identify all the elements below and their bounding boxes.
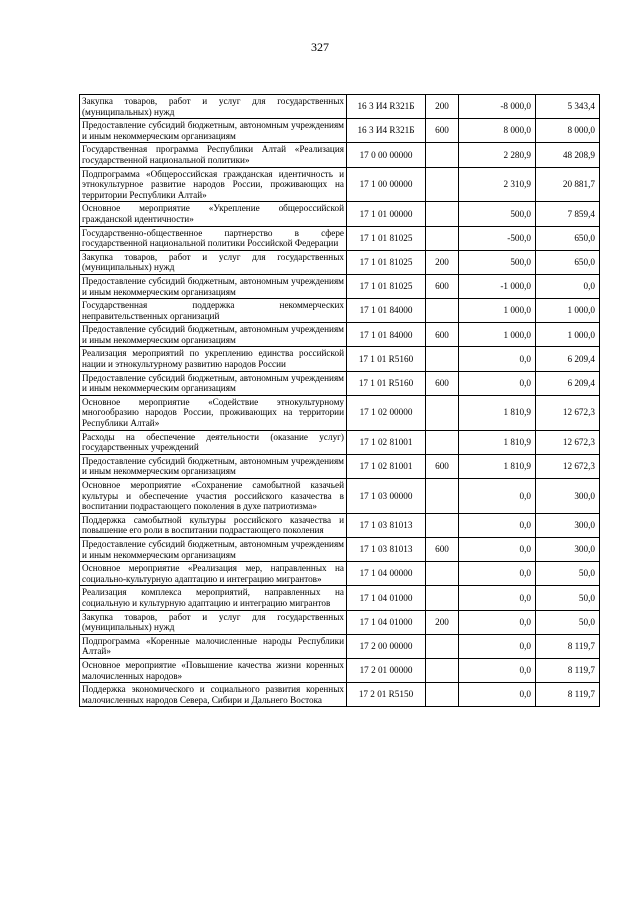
row-total-amount-cell: 12 672,3 bbox=[536, 395, 600, 430]
row-total-amount-cell: 6 209,4 bbox=[536, 347, 600, 371]
row-total-amount-cell: 20 881,7 bbox=[536, 167, 600, 202]
table-row bbox=[80, 395, 600, 430]
row-code-cell: 17 1 01 81025 bbox=[347, 250, 426, 274]
table-row bbox=[80, 95, 600, 119]
row-change-amount-cell: 0,0 bbox=[459, 683, 536, 707]
row-expense-type-cell: 600 bbox=[426, 274, 459, 298]
table-row bbox=[80, 347, 600, 371]
row-code-cell: 17 1 00 00000 bbox=[347, 167, 426, 202]
row-code-cell: 17 1 03 81013 bbox=[347, 537, 426, 561]
row-expense-type-cell bbox=[426, 513, 459, 537]
row-code-cell: 17 1 01 84000 bbox=[347, 299, 426, 323]
row-change-amount-cell: 0,0 bbox=[459, 347, 536, 371]
row-change-amount-cell: 0,0 bbox=[459, 610, 536, 634]
row-total-amount-cell: 0,0 bbox=[536, 274, 600, 298]
row-expense-type-cell bbox=[426, 143, 459, 167]
row-change-amount-cell: 8 000,0 bbox=[459, 119, 536, 143]
row-name-cell: Основное мероприятие «Содействие этнокультурному многообразию народов России, проживающих на территории Республики Алтай» bbox=[80, 395, 347, 430]
row-change-amount-cell: 0,0 bbox=[459, 658, 536, 682]
row-name-cell: Предоставление субсидий бюджетным, автономным учреждениям и иным некоммерческим организациям bbox=[80, 537, 347, 561]
row-name-cell: Подпрограмма «Коренные малочисленные народы Республики Алтай» bbox=[80, 634, 347, 658]
row-code-cell: 17 1 01 R5160 bbox=[347, 347, 426, 371]
row-code-cell: 17 1 04 01000 bbox=[347, 610, 426, 634]
row-total-amount-cell: 1 000,0 bbox=[536, 323, 600, 347]
table-row bbox=[80, 634, 600, 658]
row-change-amount-cell: -1 000,0 bbox=[459, 274, 536, 298]
row-code-cell: 17 1 02 81001 bbox=[347, 430, 426, 454]
table-row bbox=[80, 119, 600, 143]
row-expense-type-cell bbox=[426, 167, 459, 202]
row-expense-type-cell: 200 bbox=[426, 610, 459, 634]
table-row bbox=[80, 202, 600, 226]
row-code-cell: 17 0 00 00000 bbox=[347, 143, 426, 167]
table-row bbox=[80, 610, 600, 634]
row-expense-type-cell bbox=[426, 634, 459, 658]
row-name-cell: Основное мероприятие «Сохранение самобытной казачьей культуры и обеспечение участия российского казачества в воспитании подрастающего поколения в духе патриотизма» bbox=[80, 479, 347, 514]
row-change-amount-cell: -500,0 bbox=[459, 226, 536, 250]
row-change-amount-cell: 0,0 bbox=[459, 513, 536, 537]
row-name-cell: Поддержка самобытной культуры российского казачества и повышение его роли в воспитании подрастающего поколения bbox=[80, 513, 347, 537]
row-expense-type-cell bbox=[426, 299, 459, 323]
table-row bbox=[80, 430, 600, 454]
row-total-amount-cell: 1 000,0 bbox=[536, 299, 600, 323]
row-expense-type-cell: 600 bbox=[426, 537, 459, 561]
table-row bbox=[80, 167, 600, 202]
table-row bbox=[80, 683, 600, 707]
table-row bbox=[80, 658, 600, 682]
row-change-amount-cell: 1 810,9 bbox=[459, 454, 536, 478]
row-name-cell: Подпрограмма «Общероссийская гражданская идентичность и этнокультурное развитие народов России, проживающих на территории Республики Алтай» bbox=[80, 167, 347, 202]
row-name-cell: Закупка товаров, работ и услуг для государственных (муниципальных) нужд bbox=[80, 250, 347, 274]
row-name-cell: Основное мероприятие «Укрепление общероссийской гражданской идентичности» bbox=[80, 202, 347, 226]
row-total-amount-cell: 300,0 bbox=[536, 537, 600, 561]
row-total-amount-cell: 7 859,4 bbox=[536, 202, 600, 226]
row-change-amount-cell: 0,0 bbox=[459, 562, 536, 586]
row-expense-type-cell bbox=[426, 562, 459, 586]
row-code-cell: 17 1 01 00000 bbox=[347, 202, 426, 226]
row-total-amount-cell: 50,0 bbox=[536, 586, 600, 610]
row-change-amount-cell: 0,0 bbox=[459, 634, 536, 658]
row-code-cell: 17 2 01 R5150 bbox=[347, 683, 426, 707]
row-code-cell: 17 1 04 00000 bbox=[347, 562, 426, 586]
row-expense-type-cell bbox=[426, 202, 459, 226]
row-code-cell: 17 1 02 00000 bbox=[347, 395, 426, 430]
row-name-cell: Расходы на обеспечение деятельности (оказание услуг) государственных учреждений bbox=[80, 430, 347, 454]
row-change-amount-cell: 2 310,9 bbox=[459, 167, 536, 202]
row-total-amount-cell: 12 672,3 bbox=[536, 454, 600, 478]
row-expense-type-cell: 600 bbox=[426, 119, 459, 143]
row-change-amount-cell: 1 810,9 bbox=[459, 395, 536, 430]
table-row bbox=[80, 299, 600, 323]
table-row bbox=[80, 250, 600, 274]
table-row bbox=[80, 274, 600, 298]
row-change-amount-cell: 1 000,0 bbox=[459, 299, 536, 323]
row-code-cell: 17 1 01 R5160 bbox=[347, 371, 426, 395]
row-total-amount-cell: 50,0 bbox=[536, 610, 600, 634]
row-expense-type-cell bbox=[426, 683, 459, 707]
row-name-cell: Основное мероприятие «Реализация мер, направленных на социально-культурную адаптацию и интеграцию мигрантов» bbox=[80, 562, 347, 586]
row-total-amount-cell: 300,0 bbox=[536, 513, 600, 537]
table-row bbox=[80, 537, 600, 561]
row-code-cell: 17 1 01 81025 bbox=[347, 226, 426, 250]
row-total-amount-cell: 5 343,4 bbox=[536, 95, 600, 119]
row-change-amount-cell: 500,0 bbox=[459, 202, 536, 226]
row-name-cell: Реализация мероприятий по укреплению единства российской нации и этнокультурному развитию народов России bbox=[80, 347, 347, 371]
row-change-amount-cell: 0,0 bbox=[459, 586, 536, 610]
row-expense-type-cell bbox=[426, 479, 459, 514]
row-change-amount-cell: 500,0 bbox=[459, 250, 536, 274]
row-expense-type-cell bbox=[426, 347, 459, 371]
table-row bbox=[80, 479, 600, 514]
row-expense-type-cell bbox=[426, 658, 459, 682]
row-total-amount-cell: 50,0 bbox=[536, 562, 600, 586]
row-expense-type-cell: 200 bbox=[426, 95, 459, 119]
budget-table-body bbox=[80, 95, 600, 707]
row-code-cell: 16 3 И4 R321Б bbox=[347, 95, 426, 119]
table-row bbox=[80, 371, 600, 395]
table-row bbox=[80, 586, 600, 610]
row-code-cell: 17 2 01 00000 bbox=[347, 658, 426, 682]
row-name-cell: Предоставление субсидий бюджетным, автономным учреждениям и иным некоммерческим организациям bbox=[80, 274, 347, 298]
row-expense-type-cell bbox=[426, 586, 459, 610]
budget-table bbox=[79, 94, 600, 707]
table-row bbox=[80, 323, 600, 347]
row-total-amount-cell: 8 119,7 bbox=[536, 683, 600, 707]
row-code-cell: 17 1 03 00000 bbox=[347, 479, 426, 514]
row-name-cell: Закупка товаров, работ и услуг для государственных (муниципальных) нужд bbox=[80, 95, 347, 119]
row-expense-type-cell: 600 bbox=[426, 454, 459, 478]
row-total-amount-cell: 48 208,9 bbox=[536, 143, 600, 167]
table-row bbox=[80, 143, 600, 167]
row-name-cell: Государственная поддержка некоммерческих неправительственных организаций bbox=[80, 299, 347, 323]
row-name-cell: Государственная программа Республики Алтай «Реализация государственной национальной политики» bbox=[80, 143, 347, 167]
row-expense-type-cell bbox=[426, 430, 459, 454]
row-change-amount-cell: 0,0 bbox=[459, 371, 536, 395]
row-total-amount-cell: 8 000,0 bbox=[536, 119, 600, 143]
row-change-amount-cell: 0,0 bbox=[459, 537, 536, 561]
row-name-cell: Предоставление субсидий бюджетным, автономным учреждениям и иным некоммерческим организациям bbox=[80, 119, 347, 143]
table-row bbox=[80, 513, 600, 537]
row-change-amount-cell: 1 000,0 bbox=[459, 323, 536, 347]
row-code-cell: 17 1 03 81013 bbox=[347, 513, 426, 537]
row-code-cell: 17 1 01 84000 bbox=[347, 323, 426, 347]
row-expense-type-cell: 600 bbox=[426, 323, 459, 347]
table-row bbox=[80, 226, 600, 250]
row-total-amount-cell: 650,0 bbox=[536, 226, 600, 250]
row-total-amount-cell: 8 119,7 bbox=[536, 658, 600, 682]
table-row bbox=[80, 562, 600, 586]
row-change-amount-cell: 0,0 bbox=[459, 479, 536, 514]
row-name-cell: Предоставление субсидий бюджетным, автономным учреждениям и иным некоммерческим организациям bbox=[80, 323, 347, 347]
row-change-amount-cell: -8 000,0 bbox=[459, 95, 536, 119]
row-code-cell: 17 1 02 81001 bbox=[347, 454, 426, 478]
row-name-cell: Предоставление субсидий бюджетным, автономным учреждениям и иным некоммерческим организациям bbox=[80, 371, 347, 395]
row-change-amount-cell: 2 280,9 bbox=[459, 143, 536, 167]
row-code-cell: 17 1 01 81025 bbox=[347, 274, 426, 298]
row-name-cell: Предоставление субсидий бюджетным, автономным учреждениям и иным некоммерческим организациям bbox=[80, 454, 347, 478]
row-name-cell: Закупка товаров, работ и услуг для государственных (муниципальных) нужд bbox=[80, 610, 347, 634]
row-expense-type-cell bbox=[426, 395, 459, 430]
row-name-cell: Государственно-общественное партнерство в сфере государственной национальной политики Российской Федерации bbox=[80, 226, 347, 250]
row-total-amount-cell: 6 209,4 bbox=[536, 371, 600, 395]
row-expense-type-cell: 200 bbox=[426, 250, 459, 274]
row-code-cell: 17 2 00 00000 bbox=[347, 634, 426, 658]
row-name-cell: Основное мероприятие «Повышение качества жизни коренных малочисленных народов» bbox=[80, 658, 347, 682]
row-change-amount-cell: 1 810,9 bbox=[459, 430, 536, 454]
row-total-amount-cell: 650,0 bbox=[536, 250, 600, 274]
row-expense-type-cell bbox=[426, 226, 459, 250]
row-code-cell: 17 1 04 01000 bbox=[347, 586, 426, 610]
row-expense-type-cell: 600 bbox=[426, 371, 459, 395]
row-name-cell: Реализация комплекса мероприятий, направленных на социальную и культурную адаптацию и интеграцию мигрантов bbox=[80, 586, 347, 610]
table-row bbox=[80, 454, 600, 478]
row-code-cell: 16 3 И4 R321Б bbox=[347, 119, 426, 143]
row-total-amount-cell: 12 672,3 bbox=[536, 430, 600, 454]
row-name-cell: Поддержка экономического и социального развития коренных малочисленных народов Севера, Сибири и Дальнего Востока bbox=[80, 683, 347, 707]
row-total-amount-cell: 300,0 bbox=[536, 479, 600, 514]
row-total-amount-cell: 8 119,7 bbox=[536, 634, 600, 658]
page-number: 327 bbox=[311, 40, 329, 54]
